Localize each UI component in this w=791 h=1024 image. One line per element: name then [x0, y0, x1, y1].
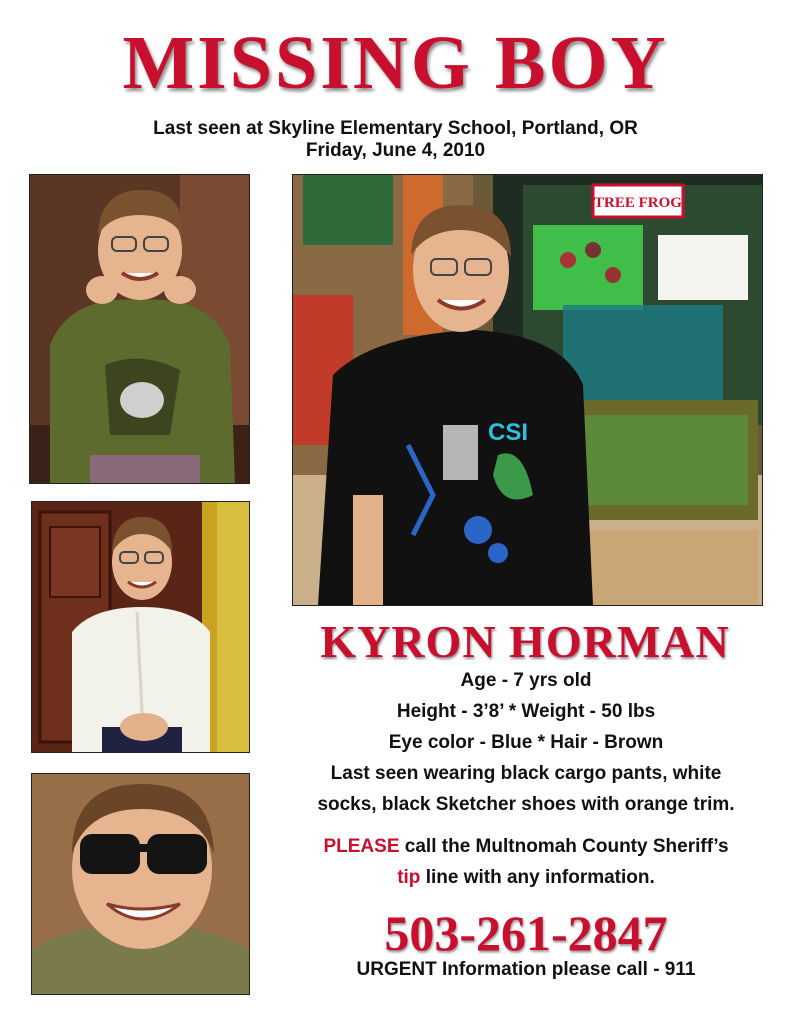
child-name: KYRON HORMAN	[320, 616, 730, 667]
photo-white-shirt	[32, 502, 249, 752]
age-line: Age - 7 yrs old	[460, 670, 592, 691]
urgent-line: URGENT Information please call - 911	[356, 959, 696, 980]
tip-phone-number: 503-261-2847	[384, 905, 668, 961]
poster-title: MISSING BOY	[122, 21, 669, 105]
last-seen-place: Last seen at Skyline Elementary School, Portland, OR	[153, 118, 638, 139]
eye-hair-line: Eye color - Blue * Hair - Brown	[388, 732, 664, 753]
height-weight-line: Height - 3’8’ * Weight - 50 lbs	[396, 701, 656, 722]
call-sheriff-line	[262, 836, 790, 858]
tree-frog-sign: TREE FROG	[594, 195, 682, 211]
clothing-line-2: socks, black Sketcher shoes with orange trim.	[317, 794, 735, 815]
last-seen-date: Friday, June 4, 2010	[305, 140, 486, 161]
tip-rest-text: line with any information.	[420, 867, 655, 888]
photo-main-csi-shirt	[293, 175, 762, 605]
csi-shirt-text: CSI	[488, 419, 529, 446]
photo-sunglasses	[32, 774, 249, 994]
tip-line	[262, 867, 790, 889]
please-text: PLEASE	[323, 836, 400, 857]
photo-green-shirt	[30, 175, 249, 483]
call-sheriff-text: call the Multnomah County Sheriff’s	[399, 836, 729, 857]
clothing-line-1: Last seen wearing black cargo pants, white	[330, 763, 722, 784]
tip-text: tip	[397, 867, 421, 888]
